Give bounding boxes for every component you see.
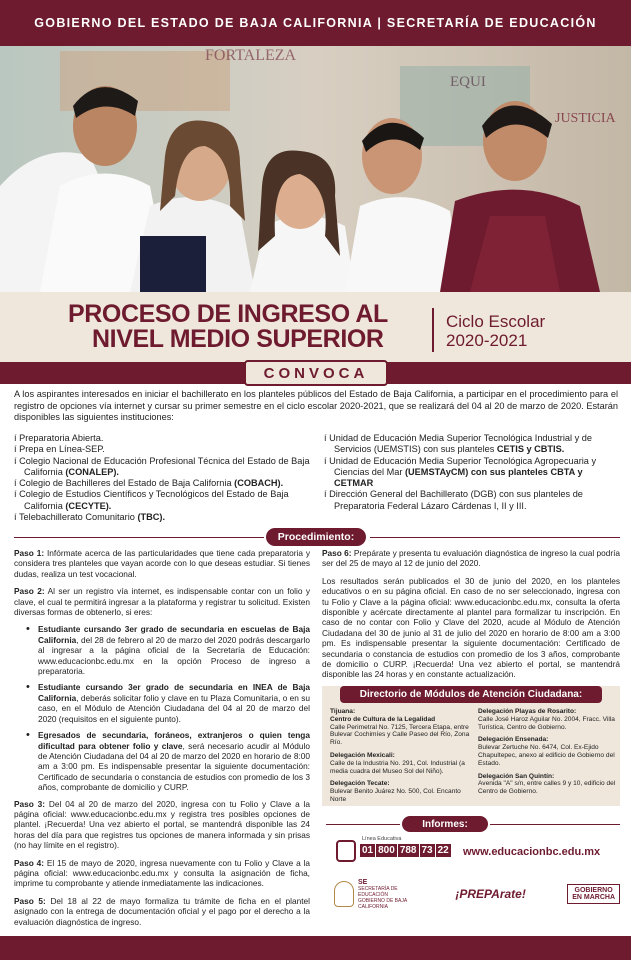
preparate-logo: ¡PREPArate! [455,887,526,901]
institutions-list-left [14,433,314,523]
students-photo-illustration [0,46,631,292]
step-1: Paso 1: Infórmate acerca de las particularidades que tiene cada preparatoria y considera tres planteles que vayan acorde con lo que deseas estudiar. Si tienes dudas, realiza un test vocacional. [14,548,310,579]
directory-entry: Delegación Mexicali: Calle de la Industria No. 291, Col. Industrial (a media cuadra del Museo Sol del Niño). [330,751,465,775]
steps-left-column [14,548,310,934]
directory-right [478,708,618,801]
directory-entry: Delegación Ensenada: Bulevar Zertuche No. 6474, Col. Ex-Ejido Chapultepec, anexo al edificio de Gobierno del Estado. [478,736,615,767]
cycle-years: 2020-2021 [446,331,528,350]
title-divider [432,308,434,352]
directory-entry: Delegación Playas de Rosarito: Calle José Haroz Aguilar No. 2004, Fracc. Villa Turística, Centro de Gobierno. [478,708,615,731]
institution-item: í Unidad de Educación Media Superior Tecnológica Industrial y de Servicios (UEMSTIS) con sus planteles CETIS y CBTIS. [324,433,592,455]
divider-line [326,824,400,825]
phone-line-label: Línea Educativa [362,836,402,842]
intro-paragraph: A los aspirantes interesados en iniciar el bachillerato en los planteles públicos del Estado de Baja California, a participar en el procedimiento para el registro de opciones vía internet y cursar su primer semestre en el ciclo escolar 2020-2021, que se realizará del 04 al 20 de marzo de 2020. Estarán disponibles las siguientes instituciones: [14,389,618,423]
gobierno-en-marcha-logo: GOBIERNO EN MARCHA [567,884,620,904]
directory-title: Directorio de Módulos de Atención Ciudadana: [340,686,602,703]
step-2: Paso 2: Al ser un registro vía internet, es indispensable contar con un folio y clave, el cual te permitirá ingresar a la plataforma y registrar tu solicitud. Existen diversas formas de obtenerlo, si eres: [14,586,311,618]
title-line-2: NIVEL MEDIO SUPERIOR [92,325,384,353]
state-seal-icon [334,881,354,907]
phone-icon [336,840,356,862]
step-4: Paso 4: El 15 de mayo de 2020, ingresa nuevamente con tu Folio y Clave a la página oficial: www.educacionbc.edu.mx y consulta la asignación de ficha, imprime tu comprobante y atiende inmediatamente las indicaciones. [14,857,310,889]
convoca-label: CONVOCA [244,360,388,386]
se-logo: SE SECRETARÍA DE EDUCACIÓN GOBIERNO DE BAJA CALIFORNIA [334,879,414,910]
divider-line [14,537,264,538]
step-6: Paso 6: Prepárate y presenta tu evaluación diagnóstica de ingreso la cual podría ser del 25 de mayo al 12 de junio del 2020. [322,548,621,569]
logos-row [334,874,620,914]
wall-text-1: FORTALEZA [205,47,297,64]
website-link[interactable]: www.educacionbc.edu.mx [463,846,601,858]
institution-item: í Preparatoria Abierta. [14,433,104,443]
directory-left [330,708,470,809]
institutions-list-right [324,433,624,512]
header-text: GOBIERNO DEL ESTADO DE BAJA CALIFORNIA | SECRETARÍA DE EDUCACIÓN [34,16,597,30]
cycle-label: Ciclo Escolar [446,312,546,331]
directory-entry: Delegación San Quintín: Avenida "A" s/n, entre calles 9 y 10, edificio del Centro de Gobierno. [478,772,616,796]
results-paragraph: Los resultados serán publicados el 30 de junio del 2020, en los planteles educativos o en su página oficial. En caso de no ser seleccionado, ingresa con tu Folio y Clave a la página oficial: www.educacionbc.edu.mx, consulta la oferta disponible y acércate directamente al plantel para formalizar tu inscripción. En caso de no contar con Folio y Clave del 2020, acude al Módulo de Atención Ciudadana del 30 de junio al 31 de julio del 2020 en horario de 8:00 am a 3:00 pm. Es indispensable presentar la siguiente documentación: Certificado de secundaria o constancia de estudios con promedio de los 3 años, comprobante de domicilio o CURP. ¡Recuerda! Una vez abierto el portal, se mantendrá disponible las 24 horas y en constante actualización. [322,575,620,680]
institution-item: í Colegio Nacional de Educación Profesional Técnica del Estado de Baja California (CONALEP). [14,455,310,477]
title-line-1: PROCESO DE INGRESO AL [68,300,388,328]
directory-entry: Tijuana: Centro de Cultura de la Legalidad Calle Perimetral No. 7125, Tercera Etapa, entre Bulevar Cochimíes y Calle Paseo del Río, Zona Río. [330,708,470,747]
procedimiento-title: Procedimiento: [266,528,366,546]
wall-text-3: JUSTICIA [555,111,616,126]
institution-item: í Prepa en Línea-SEP. [14,444,105,455]
divider-line [490,824,620,825]
footer-bar [0,936,631,960]
institution-item: í Dirección General del Bachillerato (DGB) con sus planteles de Preparatoria Federal Lázaro Cárdenas I, II y III. [324,489,583,511]
informes-title: Informes: [402,816,488,832]
institution-item: í Colegio de Estudios Científicos y Tecnológicos del Estado de Baja California (CECYTE). [14,489,289,511]
main-title [68,302,388,352]
institution-item: í Telebachillerato Comunitario (TBC). [14,512,166,523]
step-2-option: • Estudiante cursando 3er grado de secundaria en INEA de Baja California, deberás solicitar folio y clave en tu Plaza Comunitaria, o en su caso, en el Módulo de Atención Ciudadana del 04 al 20 de marzo del 2020 (requisitos en el siguiente punto). [38,682,310,724]
step-2-option: • Estudiante cursando 3er grado de secundaria en escuelas de Baja California, del 28 de febrero al 20 de marzo del 2020 podrás descargarlo al ingresar a la página oficial de la Secretaría de Educación: www.educacionbc.edu.mx en la opción Proceso de ingreso a preparatoria. [38,624,310,676]
school-cycle [446,312,545,350]
divider-line [370,537,620,538]
phone-number: 01 800 788 73 22 [362,845,449,856]
step-5: Paso 5: Del 18 al 22 de mayo formaliza tu trámite de ficha en el plantel asignado con la entrega de documentación oficial y el pago por el derecho a la evaluación diagnóstica de ingreso. [14,895,311,927]
directory-entry: Delegación Tecate: Bulevar Benito Juárez No. 500, Col. Encanto Norte [330,780,461,803]
steps-right-column [322,548,620,687]
students-photo [0,46,631,292]
institution-item: í Unidad de Educación Media Superior Tecnológica Agropecuaria y Ciencias del Mar (UEMSTAyCM) con sus planteles CBTA y CETMAR [324,455,597,489]
institution-item: í Colegio de Bachilleres del Estado de Baja California (COBACH). [14,478,284,489]
step-3: Paso 3: Del 04 al 20 de marzo del 2020, ingresa con tu Folio y Clave a la página oficial: www.educacionbc.edu.mx y registra tres posibles opciones de plantel. ¡Recuerda! Una vez abierto el portal, se mantendrá disponible las 24 horas del día para que registres tus opciones de manera informada y sin prisas (no hay límite en el registro). [14,798,311,851]
header-bar [0,0,631,46]
step-2-option: • Egresados de secundaria, foráneos, extranjeros o quien tenga dificultad para obtener folio y clave, será necesario acudir al Módulo de Atención Ciudadana del 04 al 20 de marzo del 2020 en horario de 8:00 am a 3:00 pm. Es indispensable presentar la siguiente documentación: Certificado de secundaria o constancia de estudios con promedio de los 3 años, comprobante de domicilio y CURP. [38,730,310,792]
wall-text-2: EQUI [450,74,486,90]
